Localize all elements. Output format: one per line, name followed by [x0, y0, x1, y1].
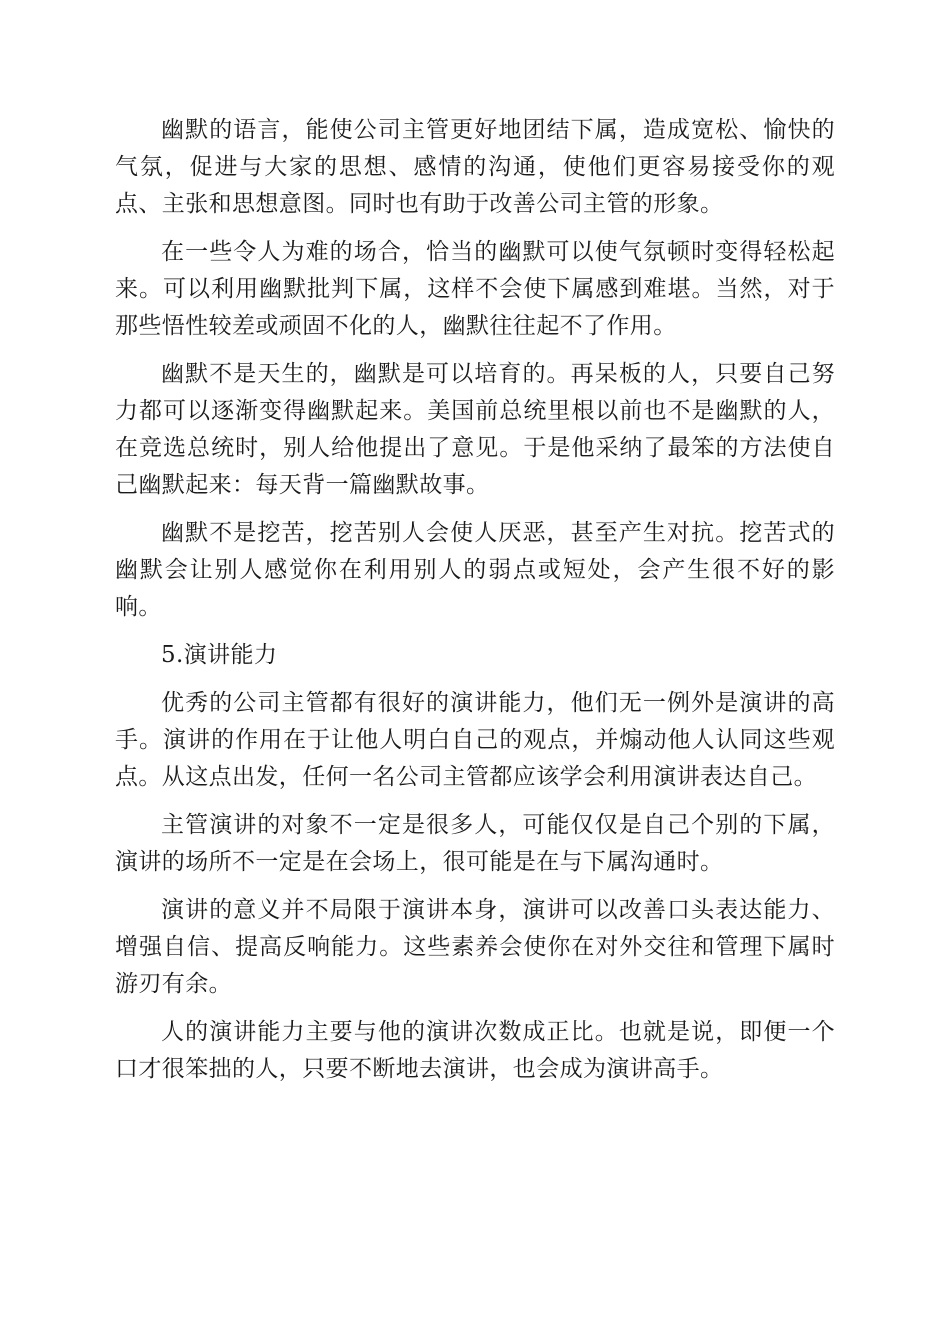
- paragraph-speech-audience: 主管演讲的对象不一定是很多人，可能仅仅是自己个别的下属，演讲的场所不一定是在会场上，很可能是在与下属沟通时。: [115, 812, 835, 875]
- document-body: [115, 112, 835, 1099]
- paragraph-humor-cultivated: 幽默不是天生的，幽默是可以培育的。再呆板的人，只要自己努力都可以逐渐变得幽默起来。美国前总统里根以前也不是幽默的人，在竞选总统时，别人给他提出了意见。于是他采纳了最笨的方法使自己幽默起来：每天背一篇幽默故事。: [115, 361, 835, 498]
- section-heading-speech-ability: 5.演讲能力: [161, 642, 278, 668]
- paragraph-humor-language: 幽默的语言，能使公司主管更好地团结下属，造成宽松、愉快的气氛，促进与大家的思想、感情的沟通，使他们更容易接受你的观点、主张和思想意图。同时也有助于改善公司主管的形象。: [115, 117, 835, 217]
- paragraph-humor-not-sarcasm: 幽默不是挖苦，挖苦别人会使人厌恶，甚至产生对抗。挖苦式的幽默会让别人感觉你在利用别人的弱点或短处，会产生很不好的影响。: [115, 520, 835, 620]
- paragraph-speech-significance: 演讲的意义并不局限于演讲本身，演讲可以改善口头表达能力、增强自信、提高反响能力。这些素养会使你在对外交往和管理下属时游刃有余。: [115, 897, 835, 997]
- paragraph-speech-excellent-managers: 优秀的公司主管都有很好的演讲能力，他们无一例外是演讲的高手。演讲的作用在于让他人明白自己的观点，并煽动他人认同这些观点。从这点出发，任何一名公司主管都应该学会利用演讲表达自己。: [115, 690, 835, 790]
- paragraph-humor-awkward-situations: 在一些令人为难的场合，恰当的幽默可以使气氛顿时变得轻松起来。可以利用幽默批判下属，这样不会使下属感到难堪。当然，对于那些悟性较差或顽固不化的人，幽默往往起不了作用。: [115, 239, 835, 339]
- paragraph-speech-practice: 人的演讲能力主要与他的演讲次数成正比。也就是说，即便一个口才很笨拙的人，只要不断地去演讲，也会成为演讲高手。: [115, 1019, 835, 1082]
